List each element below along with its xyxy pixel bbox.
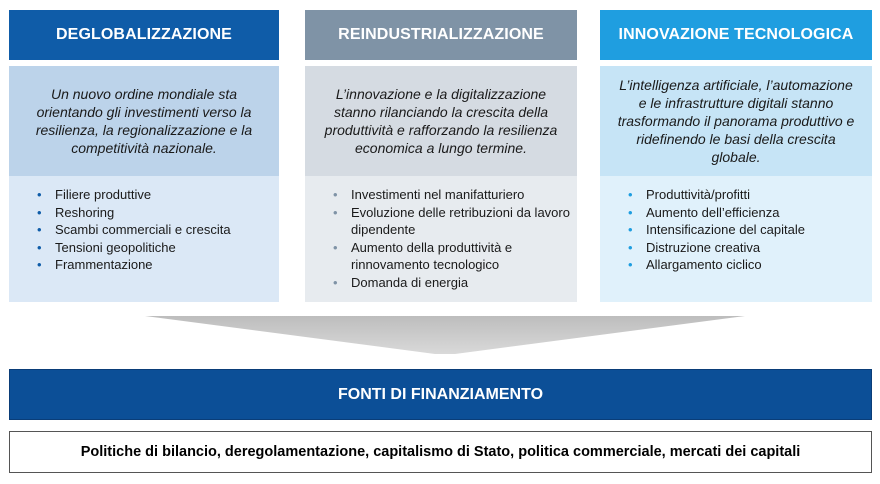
list-item: • Evoluzione delle retribuzioni da lavoro dipendente bbox=[333, 204, 577, 239]
list-item: • Intensificazione del capitale bbox=[628, 221, 872, 239]
funding-sources-banner: FONTI DI FINANZIAMENTO bbox=[9, 369, 872, 420]
list-item: • Reshoring bbox=[37, 204, 279, 222]
column-header: REINDUSTRIALIZZAZIONE bbox=[305, 10, 577, 60]
list-item: • Produttività/profitti bbox=[628, 186, 872, 204]
list-item: • Scambi commerciali e crescita bbox=[37, 221, 279, 239]
down-arrow-icon bbox=[145, 316, 745, 354]
list-item: • Allargamento ciclico bbox=[628, 256, 872, 274]
list-item: • Tensioni geopolitiche bbox=[37, 239, 279, 257]
column-description: L’innovazione e la digitalizzazione stanno rilanciando la crescita della produttività e rafforzando la resilienza economica a lungo termine. bbox=[305, 66, 577, 176]
list-item: • Distruzione creativa bbox=[628, 239, 872, 257]
column-bullet-list bbox=[305, 176, 577, 302]
list-item: • Domanda di energia bbox=[333, 274, 577, 292]
column-header: DEGLOBALIZZAZIONE bbox=[9, 10, 279, 60]
list-item: • Aumento dell’efficienza bbox=[628, 204, 872, 222]
column-bullet-list bbox=[600, 176, 872, 302]
column-bullet-list bbox=[9, 176, 279, 302]
column-deglobalization bbox=[9, 10, 279, 302]
list-item: • Filiere produttive bbox=[37, 186, 279, 204]
column-description: Un nuovo ordine mondiale sta orientando gli investimenti verso la resilienza, la regionalizzazione e la competitività nazionale. bbox=[9, 66, 279, 176]
funding-sources-list: Politiche di bilancio, deregolamentazione, capitalismo di Stato, politica commerciale, mercati dei capitali bbox=[9, 431, 872, 473]
column-description: L’intelligenza artificiale, l’automazione e le infrastrutture digitali stanno trasformando il panorama produttivo e ridefinendo le basi della crescita globale. bbox=[600, 66, 872, 176]
list-item: • Frammentazione bbox=[37, 256, 279, 274]
list-item: • Aumento della produttività e rinnovamento tecnologico bbox=[333, 239, 577, 274]
column-header: INNOVAZIONE TECNOLOGICA bbox=[600, 10, 872, 60]
column-reindustrialization bbox=[305, 10, 577, 302]
column-technological-innovation bbox=[600, 10, 872, 302]
list-item: • Investimenti nel manifatturiero bbox=[333, 186, 577, 204]
